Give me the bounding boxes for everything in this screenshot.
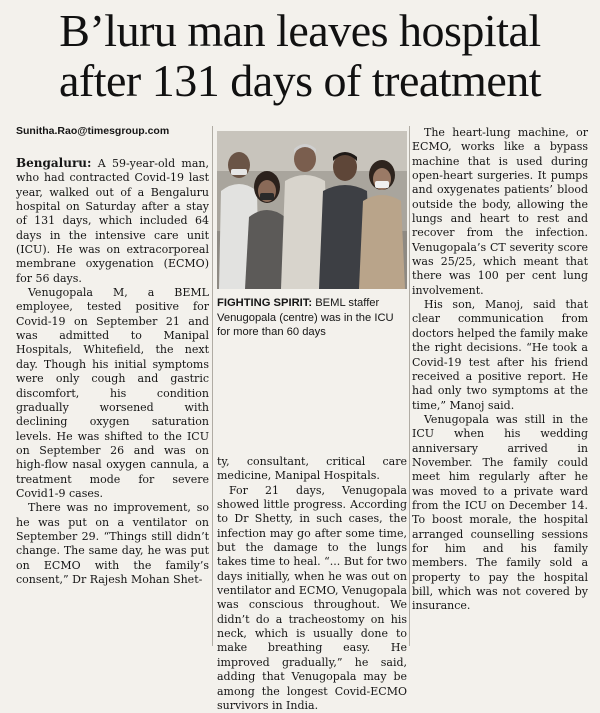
paragraph: For 21 days, Venugopala showed little progress. According to Dr Shetty, in such cases, the infection may go after some time, but the damage to the lungs takes time to heal. “... But for two days initially, when he was out on ventilator and ECMO, Venugopala was conscious throughout. We didn’t do a tracheostomy on his neck, which is usually done to make breathing easy. He improved gradually,” he said, adding that Venugopala may be among the longest Covid-ECMO survivors in India. — [217, 483, 407, 712]
byline[interactable]: Sunitha.Rao@timesgroup.com — [16, 125, 170, 137]
paragraph-text: A 59-year-old man, who had contracted Covid-19 last year, walked out of a Bengaluru hospital on Saturday after a stay of 131 days, which included 64 days in the intensive care unit (ICU). He was on extracorporeal membrane oxygenation (ECMO) for 56 days. — [16, 157, 209, 285]
column-divider — [409, 126, 410, 646]
headline-line-2: after 131 days of treatment — [58, 55, 542, 106]
headline — [0, 6, 600, 106]
paragraph: There was no improvement, so he was put on a ventilator on September 29. “Things still didn’t change. The same day, he was put on ECMO with the family’s consent,” Dr Rajesh Mohan Shet- — [16, 501, 209, 586]
column-divider — [212, 126, 213, 646]
photo-caption — [217, 296, 407, 340]
article-column-1 — [16, 156, 209, 587]
group-photo-illustration — [217, 131, 407, 289]
paragraph: His son, Manoj, said that clear communication from doctors helped the family make the right decisions. “He took a Covid-19 test after his friend received a positive report. He had only two symptoms at the time,” Manoj said. — [412, 298, 588, 412]
article-column-3 — [412, 126, 588, 614]
headline-line-1: B’luru man leaves hospital — [59, 5, 541, 56]
dateline: Bengaluru: — [16, 156, 92, 170]
article-photo — [217, 131, 407, 289]
article-column-2 — [217, 455, 407, 713]
caption-lead: FIGHTING SPIRIT: — [217, 297, 313, 309]
paragraph: ty, consultant, critical care medicine, Manipal Hospitals. — [217, 455, 407, 483]
paragraph: Venugopala M, a BEML employee, tested positive for Covid-19 on September 21 and was admitted to Manipal Hospitals, Whitefield, the next day. Though his initial symptoms were only cough and gastric discomfort, his condition gradually worsened with declining oxygen saturation levels. He was shifted to the ICU on September 26 and was on high-flow nasal oxygen cannula, a treatment mode for severe Covid1-9 cases. — [16, 286, 209, 500]
paragraph: The heart-lung machine, or ECMO, works like a bypass machine that is used during open-heart surgeries. It pumps and oxygenates patients’ blood outside the body, allowing the lungs and heart to rest and recover from the infection. Venugopala’s CT severity score was 25/25, which meant that there was 100 per cent lung involvement. — [412, 126, 588, 297]
caption-text: BEML staffer Venugopala (centre) was in the ICU for more than 60 days — [217, 297, 394, 338]
paragraph: Venugopala was still in the ICU when his wedding anniversary arrived in November. The family could meet him regularly after he was moved to a private ward from the ICU on December 14. To boost morale, the hospital arranged counselling sessions for him and his family members. The family sold a property to pay the hospital bill, which was not covered by insurance. — [412, 412, 588, 613]
paragraph — [16, 156, 209, 286]
